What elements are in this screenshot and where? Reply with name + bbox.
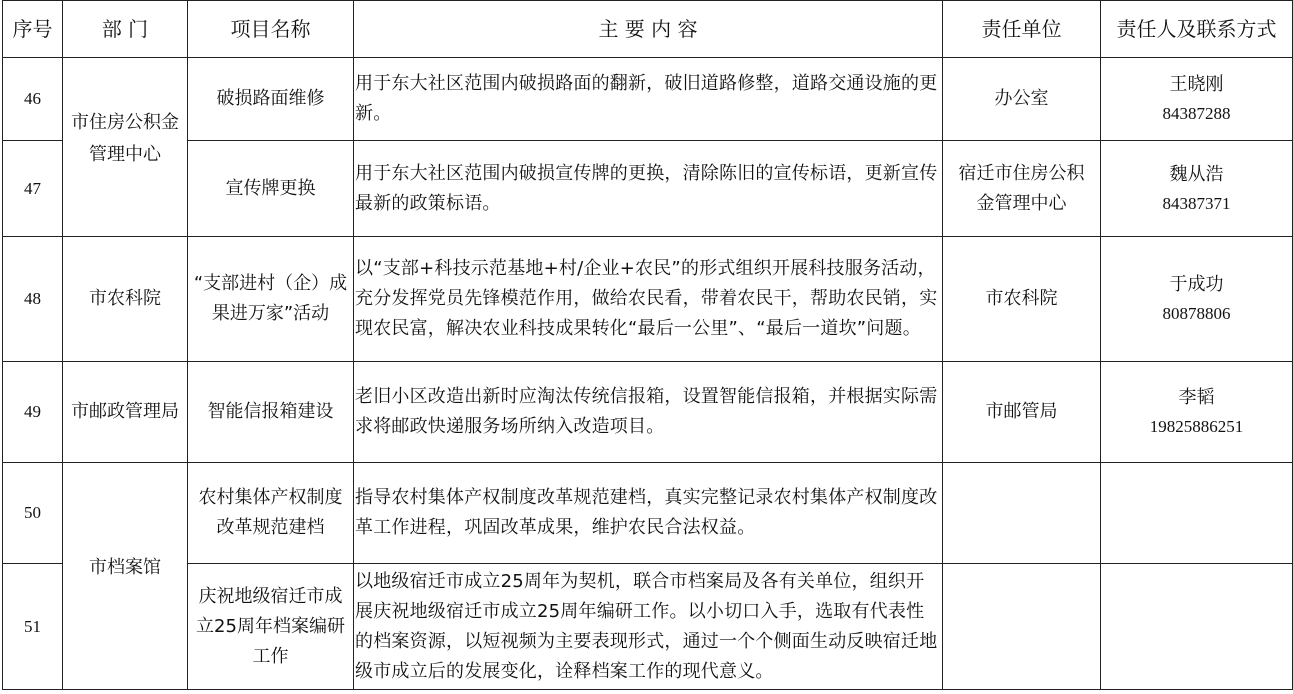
contact-cell [1101,237,1293,362]
contact-name: 魏从浩 [1169,163,1224,185]
contact-name: 李韬 [1178,387,1215,408]
contact-cell [1101,141,1293,237]
dept-cell [63,58,188,237]
responsible-unit: 办公室 [943,58,1101,141]
project-name: 庆祝地级宿迁市成立25周年档案编研工作 [188,564,354,690]
project-table [2,0,1293,690]
contact-name: 于成功 [1169,274,1224,295]
contact-cell [1101,362,1293,463]
responsible-unit [943,463,1101,564]
project-name: “支部进村（企）成果进万家”活动 [188,237,354,362]
table-row [3,463,1293,564]
project-name: 宣传牌更换 [188,141,354,237]
contact-phone: 80878806 [1162,304,1231,323]
header-dept: 部 门 [63,1,188,58]
content-text: 老旧小区改造出新时应淘汰传统信报箱，设置智能信报箱，并根据实际需求将邮政快递服务场所纳入改造项目。 [354,362,943,463]
table-row [3,564,1293,690]
dept-name: 市住房公积金管理中心 [71,112,179,165]
row-number: 49 [3,362,63,463]
header-no: 序号 [3,1,63,58]
table-row [3,237,1293,362]
responsible-unit: 市邮管局 [943,362,1101,463]
dept-name: 市档案馆 [89,557,161,578]
project-name: 农村集体产权制度改革规范建档 [188,463,354,564]
project-name: 智能信报箱建设 [188,362,354,463]
content-text: 以地级宿迁市成立25周年为契机，联合市档案局及各有关单位，组织开展庆祝地级宿迁市成立25周年编研工作。以小切口入手，选取有代表性的档案资源，以短视频为主要表现形式，通过一个个侧面生动反映宿迁地级市成立后的发展变化，诠释档案工作的现代意义。 [354,564,943,690]
row-number: 50 [3,463,63,564]
contact-phone: 84387371 [1162,193,1231,213]
responsible-unit: 宿迁市住房公积金管理中心 [943,141,1101,237]
table-row [3,141,1293,237]
header-row [3,1,1293,58]
header-project: 项目名称 [188,1,354,58]
header-unit: 责任单位 [943,1,1101,58]
dept-name: 市邮政管理局 [63,362,188,463]
row-number: 46 [3,58,63,141]
row-number: 48 [3,237,63,362]
contact-name: 王晓刚 [1169,74,1224,95]
responsible-unit: 市农科院 [943,237,1101,362]
contact-cell [1101,463,1293,564]
table-row [3,58,1293,141]
responsible-unit [943,564,1101,690]
contact-cell [1101,58,1293,141]
project-name: 破损路面维修 [188,58,354,141]
content-text: 指导农村集体产权制度改革规范建档，真实完整记录农村集体产权制度改革工作进程，巩固改革成果，维护农民合法权益。 [354,463,943,564]
header-contact: 责任人及联系方式 [1101,1,1293,58]
row-number: 51 [3,564,63,690]
contact-cell [1101,564,1293,690]
row-number: 47 [3,141,63,237]
contact-phone: 84387288 [1162,104,1231,123]
dept-name: 市农科院 [63,237,188,362]
content-text: 以“支部+科技示范基地+村/企业+农民”的形式组织开展科技服务活动，充分发挥党员先锋模范作用，做给农民看，带着农民干，帮助农民销，实现农民富，解决农业科技成果转化“最后一公里”、“最后一道坎”问题。 [354,237,943,362]
header-content: 主 要 内 容 [354,1,943,58]
content-text: 用于东大社区范围内破损宣传牌的更换，清除陈旧的宣传标语，更新宣传最新的政策标语。 [354,141,943,237]
contact-phone: 19825886251 [1149,417,1244,436]
content-text: 用于东大社区范围内破损路面的翻新，破旧道路修整，道路交通设施的更新。 [354,58,943,141]
table-row [3,362,1293,463]
dept-cell [63,463,188,690]
